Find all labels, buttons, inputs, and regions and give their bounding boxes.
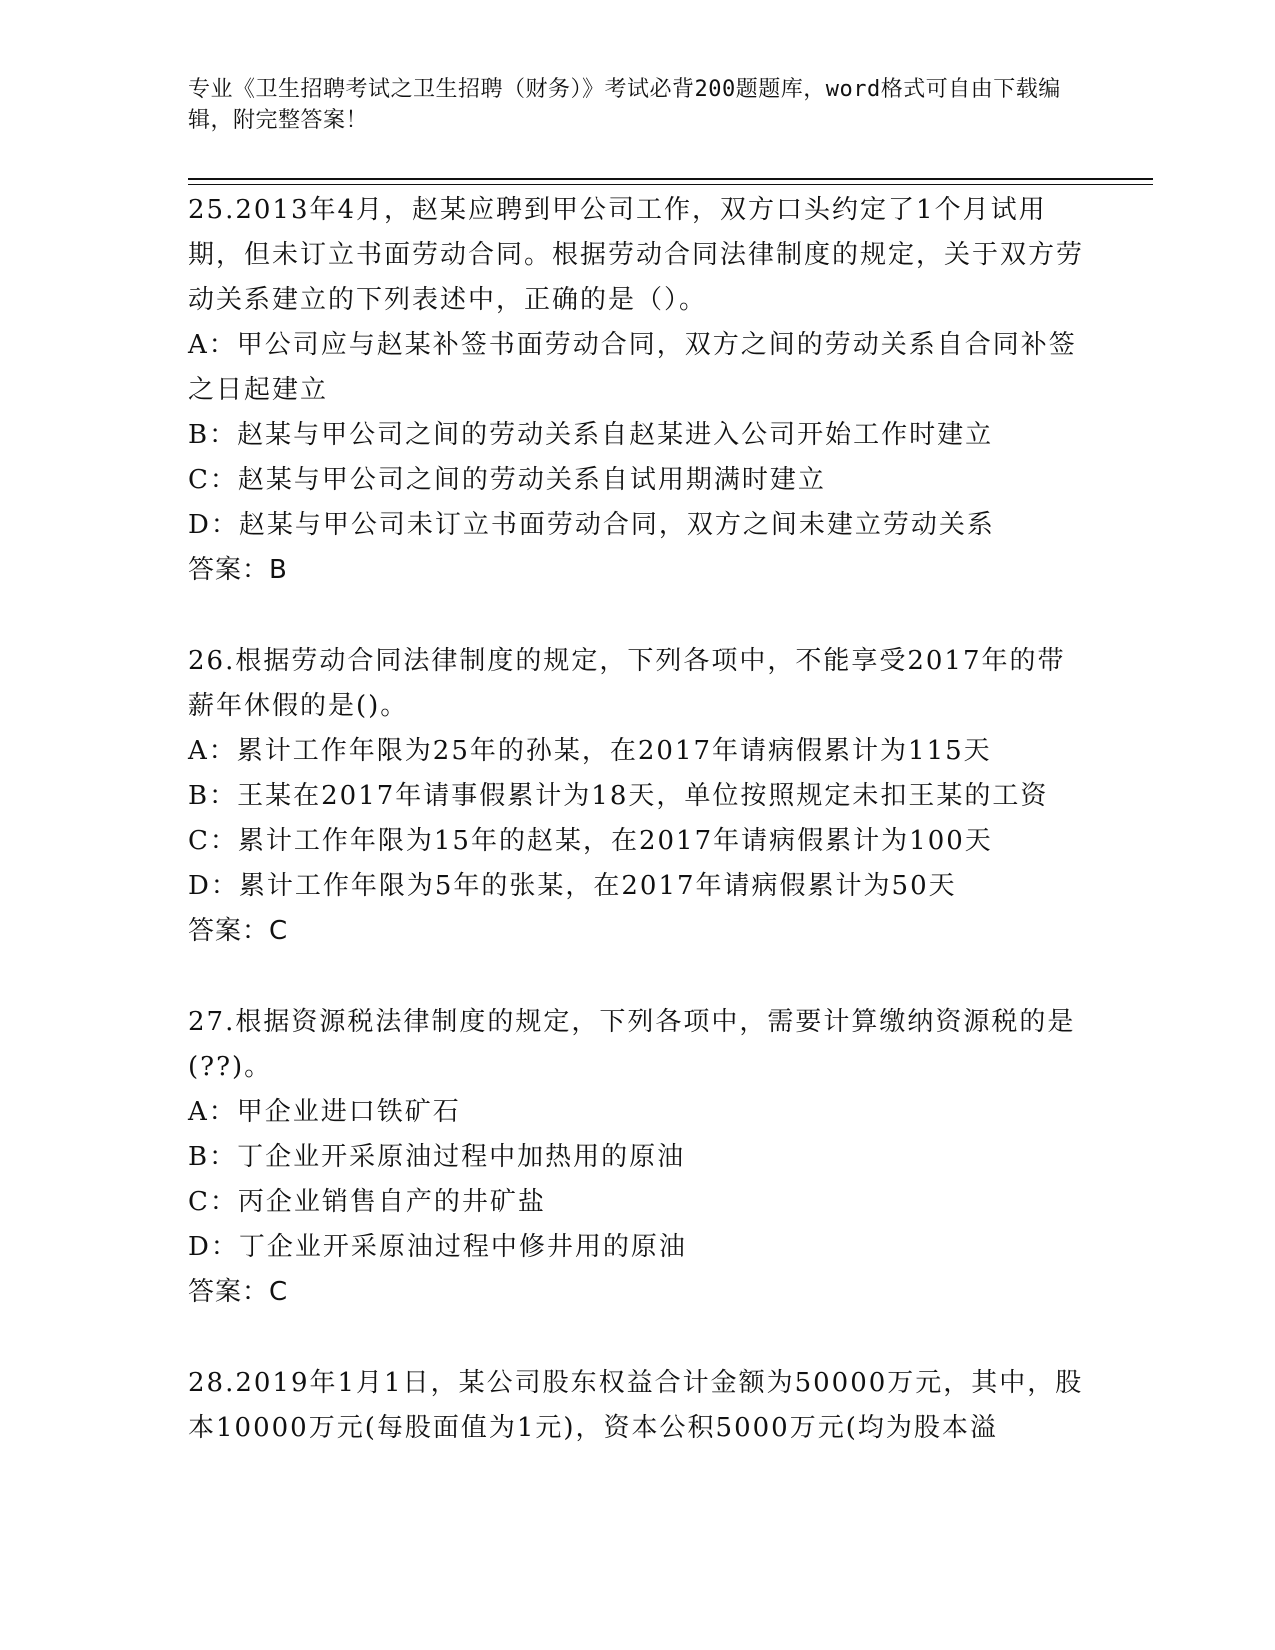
question-28 [188, 1361, 1088, 1451]
option-a: A：甲企业进口铁矿石 [188, 1097, 461, 1127]
answer-line: 答案：C [188, 1277, 289, 1307]
question-27 [188, 1000, 1088, 1315]
question-26 [188, 639, 1088, 954]
header-rule-thick [188, 178, 1153, 180]
header-rule-thin [188, 184, 1153, 185]
option-b: B：丁企业开采原油过程中加热用的原油 [188, 1142, 686, 1172]
question-gap [188, 1315, 1088, 1361]
option-c: C：累计工作年限为15年的赵某，在2017年请病假累计为100天 [188, 826, 993, 856]
question-gap [188, 954, 1088, 1000]
question-stem: 28.2019年1月1日，某公司股东权益合计金额为50000万元，其中，股本10000万元(每股面值为1元)，资本公积5000万元(均为股本溢 [188, 1368, 1084, 1443]
option-c: C：丙企业销售自产的井矿盐 [188, 1187, 546, 1217]
question-list [188, 188, 1088, 1451]
option-a: A：累计工作年限为25年的孙某，在2017年请病假累计为115天 [188, 736, 992, 766]
document-header: 专业《卫生招聘考试之卫生招聘（财务）》考试必背200题题库，word格式可自由下载编辑，附完整答案！ [188, 77, 1061, 133]
option-d: D：丁企业开采原油过程中修井用的原油 [188, 1232, 687, 1262]
option-c: C：赵某与甲公司之间的劳动关系自试用期满时建立 [188, 465, 826, 495]
answer-line: 答案：C [188, 916, 289, 946]
option-b: B：赵某与甲公司之间的劳动关系自赵某进入公司开始工作时建立 [188, 420, 994, 450]
option-d: D：累计工作年限为5年的张某，在2017年请病假累计为50天 [188, 871, 957, 901]
option-a: A：甲公司应与赵某补签书面劳动合同，双方之间的劳动关系自合同补签之日起建立 [188, 330, 1077, 405]
question-25 [188, 188, 1088, 593]
option-d: D：赵某与甲公司未订立书面劳动合同，双方之间未建立劳动关系 [188, 510, 995, 540]
question-stem: 26.根据劳动合同法律制度的规定，下列各项中，不能享受2017年的带薪年休假的是()。 [188, 646, 1066, 721]
question-gap [188, 593, 1088, 639]
answer-line: 答案：B [188, 555, 288, 585]
option-b: B：王某在2017年请事假累计为18天，单位按照规定未扣王某的工资 [188, 781, 1049, 811]
question-stem: 25.2013年4月，赵某应聘到甲公司工作，双方口头约定了1个月试用期，但未订立书面劳动合同。根据劳动合同法律制度的规定，关于双方劳动关系建立的下列表述中，正确的是（）。 [188, 195, 1085, 315]
question-stem: 27.根据资源税法律制度的规定，下列各项中，需要计算缴纳资源税的是(??)。 [188, 1007, 1076, 1082]
